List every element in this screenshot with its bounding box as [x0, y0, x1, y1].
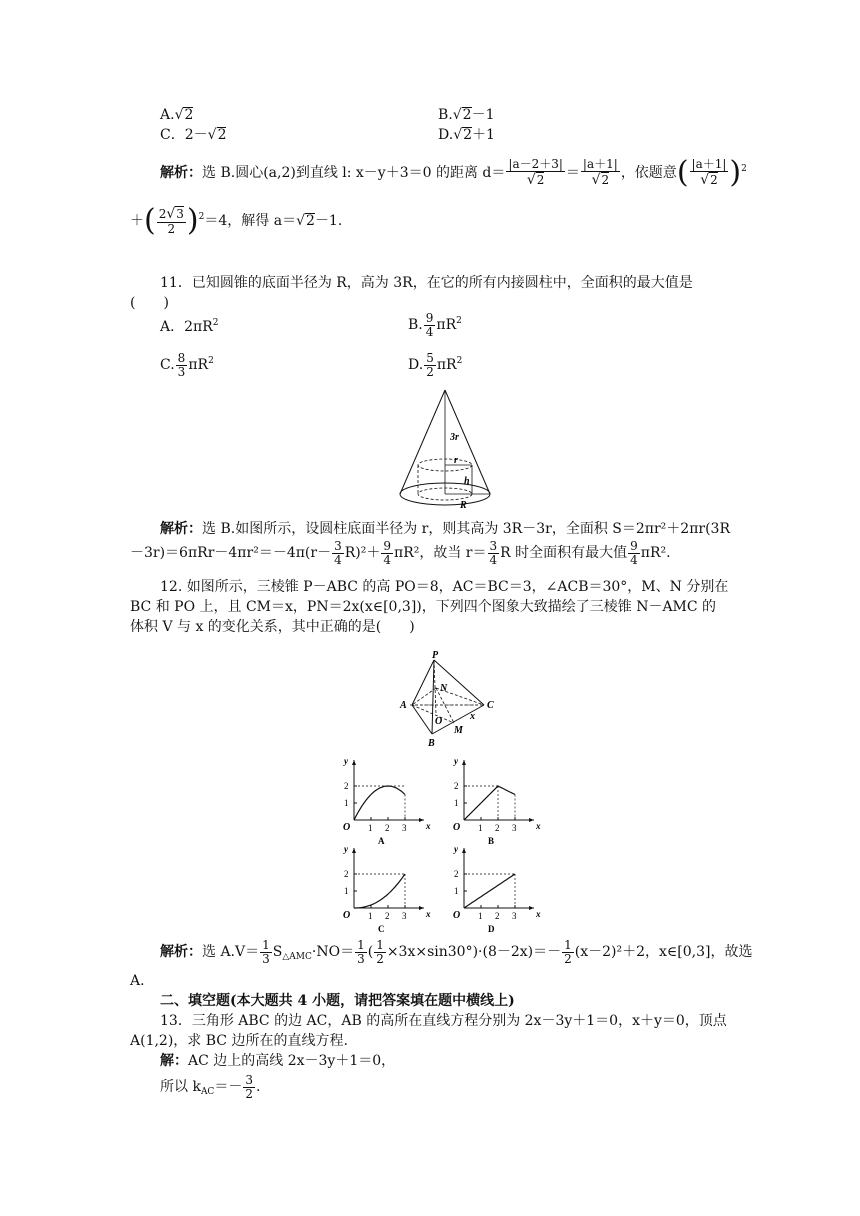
origin-label: O [343, 822, 351, 833]
q12-solution-line1: 解析：选 A.V＝ $\frac{1}{3}$ $S_{\triangle AMC}\cdot NO=$ $\frac{1}{3}$ ( $\frac{1}{2}$ ×3x×sin30°)·(8－2x)＝－ $\frac{1}{2}$ (x－2)²＋2，x∈[0,3]，故选 [160, 937, 753, 966]
q12-stem-line3: 体积 V 与 x 的变化关系，其中正确的是( ) [130, 619, 415, 635]
x-tick-label: 2 [385, 911, 390, 921]
y-tick-label: 1 [344, 798, 349, 808]
label-M: M [454, 725, 463, 736]
x-axis-arrow [419, 906, 424, 910]
q11-stem-line1: 11．已知圆锥的底面半径为 R，高为 3R，在它的所有内接圆柱中，全面积的最大值是 [160, 275, 693, 291]
y-axis-label: y [344, 844, 348, 854]
label-N: N [440, 683, 448, 694]
q12-stem-line1: 12. 如图所示，三棱锥 P－ABC 的高 PO＝8，AC＝BC＝3，∠ACB＝30°，M、N 分别在 [160, 579, 729, 595]
origin-label: O [453, 822, 461, 833]
x-tick-label: 1 [368, 911, 373, 921]
x-tick-label: 3 [512, 911, 517, 921]
x-axis-arrow [529, 818, 534, 822]
y-tick-label: 2 [454, 781, 459, 791]
graph-curve [464, 874, 515, 908]
y-axis-arrow [462, 848, 466, 853]
q11-solution-line1: 解析：选 B.如图所示，设圆柱底面半径为 r，则其高为 3R－3r，全面积 S＝2πr²＋2πr(3R [160, 521, 730, 537]
q11-solution-line2: －3r)＝6πRr－4πr²＝－4π(r－ $\frac{3}{4}$ R)²＋ $\frac{9}{4}$ πR²，故当 r＝ $\frac{3}{4}$ R 时全面积有最大值 $\frac{9}{4}$ πR². [130, 538, 671, 567]
answer-graphs [330, 748, 560, 938]
x-axis-arrow [419, 818, 424, 822]
label-A: A [400, 700, 407, 711]
graph-curve [464, 786, 515, 820]
x-axis-label: x [426, 821, 431, 831]
x-tick-label: 2 [495, 911, 500, 921]
q10-option-b: B.√2－1 [438, 107, 495, 123]
x-tick-label: 3 [402, 823, 407, 833]
label-P: P [432, 650, 439, 661]
origin-label: O [343, 910, 351, 921]
x-axis-label: x [426, 909, 431, 919]
y-tick-label: 2 [344, 781, 349, 791]
q10-option-a: A.√2 [160, 107, 194, 123]
q10-solution-line1: 解析：选 B.圆心(a,2)到直线 l: x－y＋3＝0 的距离 d＝ $\frac{|a-2+3|}{√2}$ ＝ $\frac{|a+1|}{√2}$ ，依题意( $\frac{|a+1|}{√2}$ )$^2$ [160, 155, 747, 190]
x-tick-label: 2 [495, 823, 500, 833]
q13-solution-line1: 解：AC 边上的高线 2x－3y＋1＝0， [160, 1053, 396, 1069]
q13-stem-line1: 13．三角形 ABC 的边 AC，AB 的高所在直线方程分别为 2x－3y＋1＝0，x＋y＝0，顶点 [160, 1013, 727, 1029]
q11-option-c: C. $\frac{8}{3}$ $\pi R^2$ [160, 350, 214, 379]
graph-caption: C [378, 924, 385, 934]
q10-option-d: D.√2＋1 [438, 127, 495, 143]
x-axis-arrow [529, 906, 534, 910]
y-tick-label: 2 [344, 869, 349, 879]
x-tick-label: 1 [478, 823, 483, 833]
graph-caption: A [378, 836, 385, 846]
q10-solution-line2: ＋( $\frac{2√3}{2}$ )$^2$＝4，解得 a＝√2－1. [130, 203, 343, 238]
pyramid-figure [398, 650, 502, 748]
label-r: r [454, 455, 458, 466]
y-axis-arrow [462, 760, 466, 765]
x-tick-label: 3 [512, 823, 517, 833]
label-O: O [435, 716, 443, 727]
q11-stem-line2: ( ) [130, 295, 169, 311]
y-axis-label: y [344, 756, 348, 766]
graph-curve [354, 786, 405, 820]
y-tick-label: 1 [344, 886, 349, 896]
y-axis-label: y [454, 844, 458, 854]
q13-stem-line2: A(1,2)，求 BC 边所在的直线方程. [130, 1033, 348, 1049]
cone-cylinder-figure [390, 388, 500, 512]
q11-option-a: A．$2\pi R^2$ [160, 318, 219, 335]
q12-solution-line2: A. [130, 973, 145, 989]
label-B: B [428, 738, 435, 748]
y-tick-label: 1 [454, 798, 459, 808]
label-R: R [460, 500, 467, 511]
graph-caption: D [488, 924, 495, 934]
label-3r: 3r [450, 432, 459, 443]
label-h: h [464, 476, 470, 487]
section-title: 二、填空题(本大题共 4 小题，请把答案填在题中横线上) [160, 993, 515, 1009]
label-x: x [470, 711, 475, 722]
origin-label: O [453, 910, 461, 921]
x-tick-label: 1 [368, 823, 373, 833]
x-axis-label: x [536, 909, 541, 919]
x-tick-label: 3 [402, 911, 407, 921]
x-tick-label: 2 [385, 823, 390, 833]
y-tick-label: 1 [454, 886, 459, 896]
y-axis-arrow [352, 760, 356, 765]
label-C: C [487, 700, 494, 711]
x-axis-label: x [536, 821, 541, 831]
q10-option-c: C．2－√2 [160, 127, 227, 143]
q12-stem-line2: BC 和 PO 上，且 CM＝x，PN＝2x(x∈[0,3])，下列四个图象大致描绘了三棱锥 N－AMC 的 [130, 599, 717, 615]
q11-option-b: B. $\frac{9}{4}$ $\pi R^2$ [408, 310, 462, 339]
q13-solution-line2: 所以 $k_{AC}=-$ $\frac{3}{2}$ . [160, 1072, 261, 1101]
graph-curve [354, 874, 405, 908]
y-tick-label: 2 [454, 869, 459, 879]
graph-caption: B [488, 836, 495, 846]
q11-option-d: D. $\frac{5}{2}$ $\pi R^2$ [408, 350, 463, 379]
y-axis-label: y [454, 756, 458, 766]
y-axis-arrow [352, 848, 356, 853]
x-tick-label: 1 [478, 911, 483, 921]
